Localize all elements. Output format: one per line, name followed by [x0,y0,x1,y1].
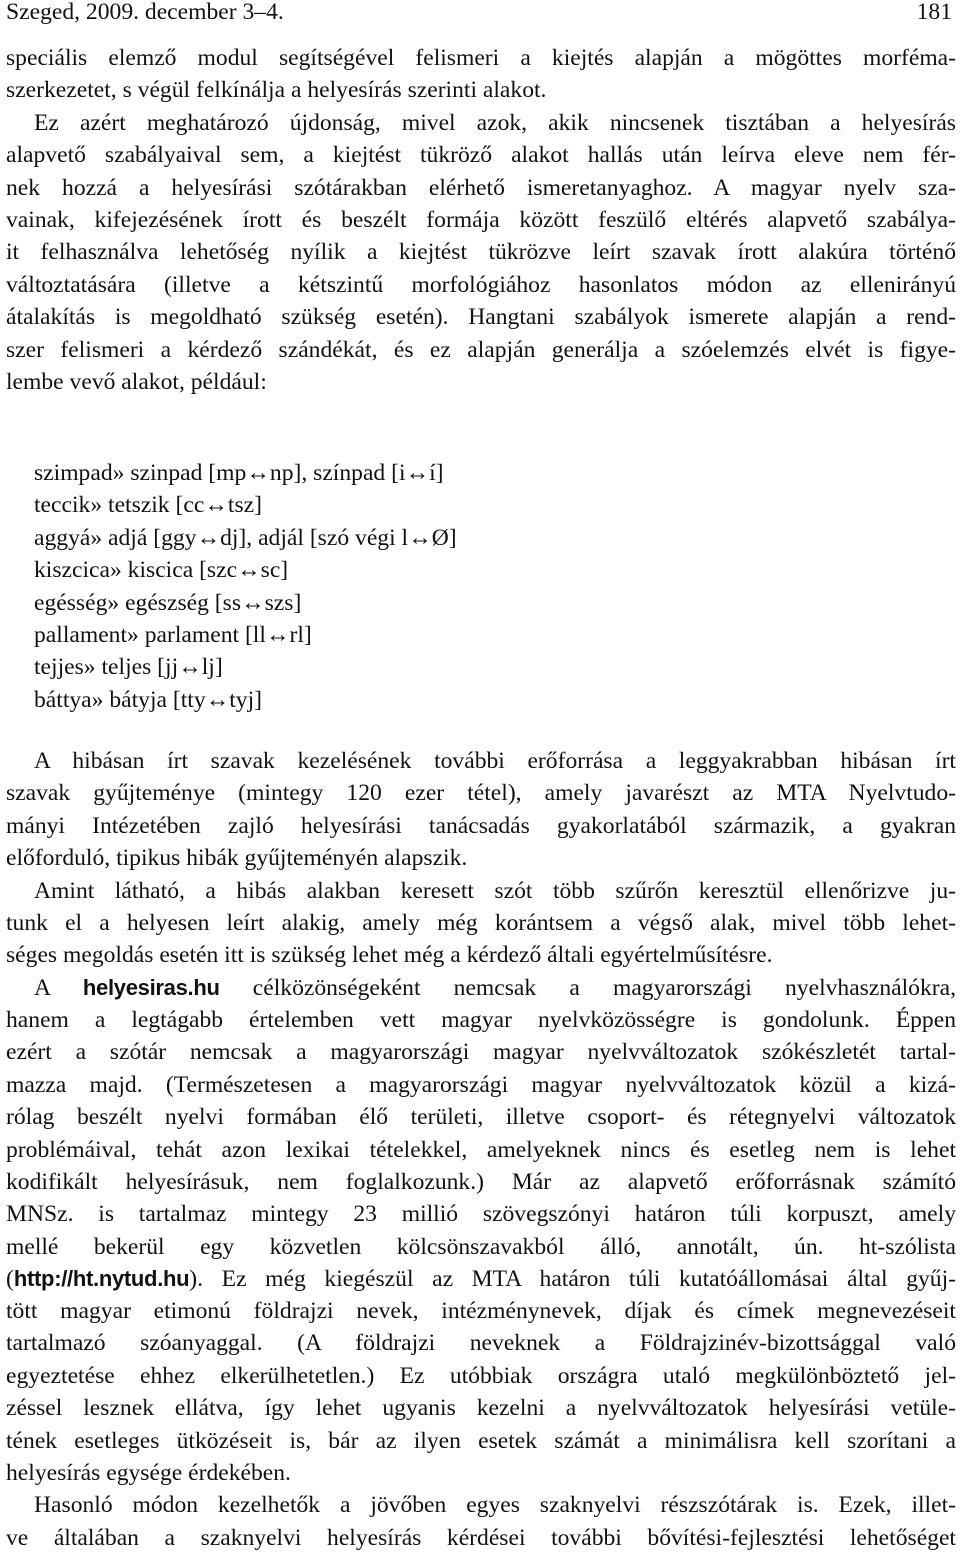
text-line: szerkezetet, s végül felkínálja a helyesírás szerinti alakot. [6,77,547,104]
text-fragment: ). Ez még kiegészül az MTA határon túli kutatóállomásai által gyűj- [189,1266,956,1292]
text-line: alapvető szabályaival sem, a kiejtést tükröző alakot hallás után leírva eleve nem fér- [6,142,956,169]
text-line: kodifikált helyesírásuk, nem foglalkozunk.) Már az alapvető erőforrásnak számító [6,1168,956,1195]
paragraph-block-4 [6,1295,956,1554]
example-item: egésség» egészség [ss↔szs] [34,589,302,616]
text-fragment: célközönségeként nemcsak a magyarországi nyelvhasználókra, [252,975,956,1001]
example-list [34,457,457,716]
ht-line-wrap [6,1263,956,1295]
text-line-ht [6,1263,956,1295]
running-header: Szeged, 2009. december 3–4. [6,0,284,25]
text-line: problémáival, tehát azon lexikai tételekkel, amelyeknek nincs és esetleg nem is lehet [6,1136,956,1163]
text-line: MNSz. is tartalmaz mintegy 23 millió szövegszónyi határon túli korpuszt, amely [6,1201,956,1228]
example-item: kiszcica» kiscica [szc↔sc] [34,557,289,584]
text-line: tének esetleges ütközéseit is, bár az ilyen esetek számát a minimálisra kell szorítani a [6,1427,956,1454]
text-line: szavak gyűjteménye (mintegy 120 ezer tétel), amely javarészt az MTA Nyelvtudo- [6,780,956,807]
text-line: mazza majd. (Természetesen a magyarországi magyar nyelvváltozatok közül a kizá- [6,1071,956,1098]
text-line: hanem a legtágabb értelemben vett magyar nyelvközösségre is gondolunk. Éppen [6,1007,956,1033]
text-line: tött magyar etimonú földrajzi nevek, intézménynevek, díjak és címek megnevezéseit [6,1298,956,1324]
example-item: teccik» tetszik [cc↔tsz] [34,492,262,519]
text-line: átalakítás is megoldható szükség esetén). Hangtani szabályok ismerete alapján a rend- [6,304,956,331]
helyesiras-link[interactable]: helyesiras.hu [82,975,220,1000]
ht-nytud-link[interactable]: http://ht.nytud.hu [13,1266,190,1291]
paragraph-block-1 [6,42,956,398]
example-item: aggyá» adjá [ggy↔dj], adjál [szó végi l↔Ø] [34,524,457,551]
text-line: tartalmazó szóanyaggal. (A földrajzi neveknek a Földrajzinév-bizottsággal való [6,1330,956,1357]
text-line: nek hozzá a helyesírási szótárakban elérhető ismeretanyaghoz. A magyar nyelv sza- [6,174,956,201]
text-fragment: A [34,975,50,1001]
text-line: egyeztetése ehhez elkerülhetetlen.) Ez utóbbiak országra utaló megkülönböztető jel- [6,1362,956,1389]
text-line: előforduló, tipikus hibák gyűjteményén alapszik. [6,845,468,872]
text-line: lembe vevő alakot, például: [6,368,267,395]
text-line: Amint látható, a hibás alakban keresett szót több szűrőn keresztül ellenőrizve ju- [34,877,956,904]
text-line: tunk el a helyesen leírt alakig, amely még korántsem a végső alak, mivel több lehet- [6,909,956,936]
text-line: ezért a szótár nemcsak a magyarországi magyar nyelvváltozatok szókészletét tartal- [6,1039,956,1066]
text-line: vainak, kifejezésének írott és beszélt formája között feszülő eltérés alapvető szabálya- [6,206,956,233]
example-item: pallament» parlament [ll↔rl] [34,621,312,648]
example-item: báttya» bátyja [tty↔tyj] [34,686,263,713]
paragraph-block-3 [6,1004,956,1263]
text-line: mányi Intézetében zajló helyesírási tanácsadás gyakorlatából származik, a gyakran [6,812,956,839]
text-line: speciális elemző modul segítségével felismeri a kiejtés alapján a mögöttes morféma- [6,45,956,71]
text-line: helyesírás egysége érdekében. [6,1459,291,1486]
text-line: változtatására (illetve a kétszintű morfológiához hasonlatos módon az ellenirányú [6,271,956,298]
helyesiras-line-wrap [6,972,956,1004]
paragraph-block-2 [6,745,956,972]
text-line-helyesiras [6,972,956,1004]
text-line: ve általában a szaknyelvi helyesírás kérdései további bővítési-fejlesztési lehetőséget [6,1524,956,1551]
example-item: szimpad» szinpad [mp↔np], színpad [i↔í] [34,460,444,486]
text-line: séges megoldás esetén itt is szükség lehet még a kérdező általi egyértelműsítésre. [6,942,773,969]
text-line: Hasonló módon kezelhetők a jövőben egyes szaknyelvi részszótárak is. Ezek, illet- [34,1492,956,1519]
page-header [6,0,952,28]
example-item: tejjes» teljes [jj↔lj] [34,654,223,681]
text-line: it felhasználva lehetőség nyílik a kiejtést tükrözve leírt szavak írott alakúra történő [6,239,956,266]
text-line: szer felismeri a kérdező szándékát, és ez alapján generálja a szóelemzés elvét is figye- [6,336,956,363]
text-line: zéssel lesznek ellátva, így lehet ugyanis kezelni a nyelvváltozatok helyesírási vetüle- [6,1395,956,1422]
text-line: rólag beszélt nyelvi formában élő területi, illetve csoport- és rétegnyelvi változatok [6,1104,956,1131]
page-number: 181 [916,0,952,25]
text-fragment: ( [6,1266,14,1292]
text-line: A hibásan írt szavak kezelésének további erőforrása a leggyakrabban hibásan írt [34,748,956,774]
text-line: Ez azért meghatározó újdonság, mivel azok, akik nincsenek tisztában a helyesírás [34,109,956,136]
text-line: mellé bekerül egy közvetlen kölcsönszavakból álló, annotált, ún. ht-szólista [6,1233,956,1260]
